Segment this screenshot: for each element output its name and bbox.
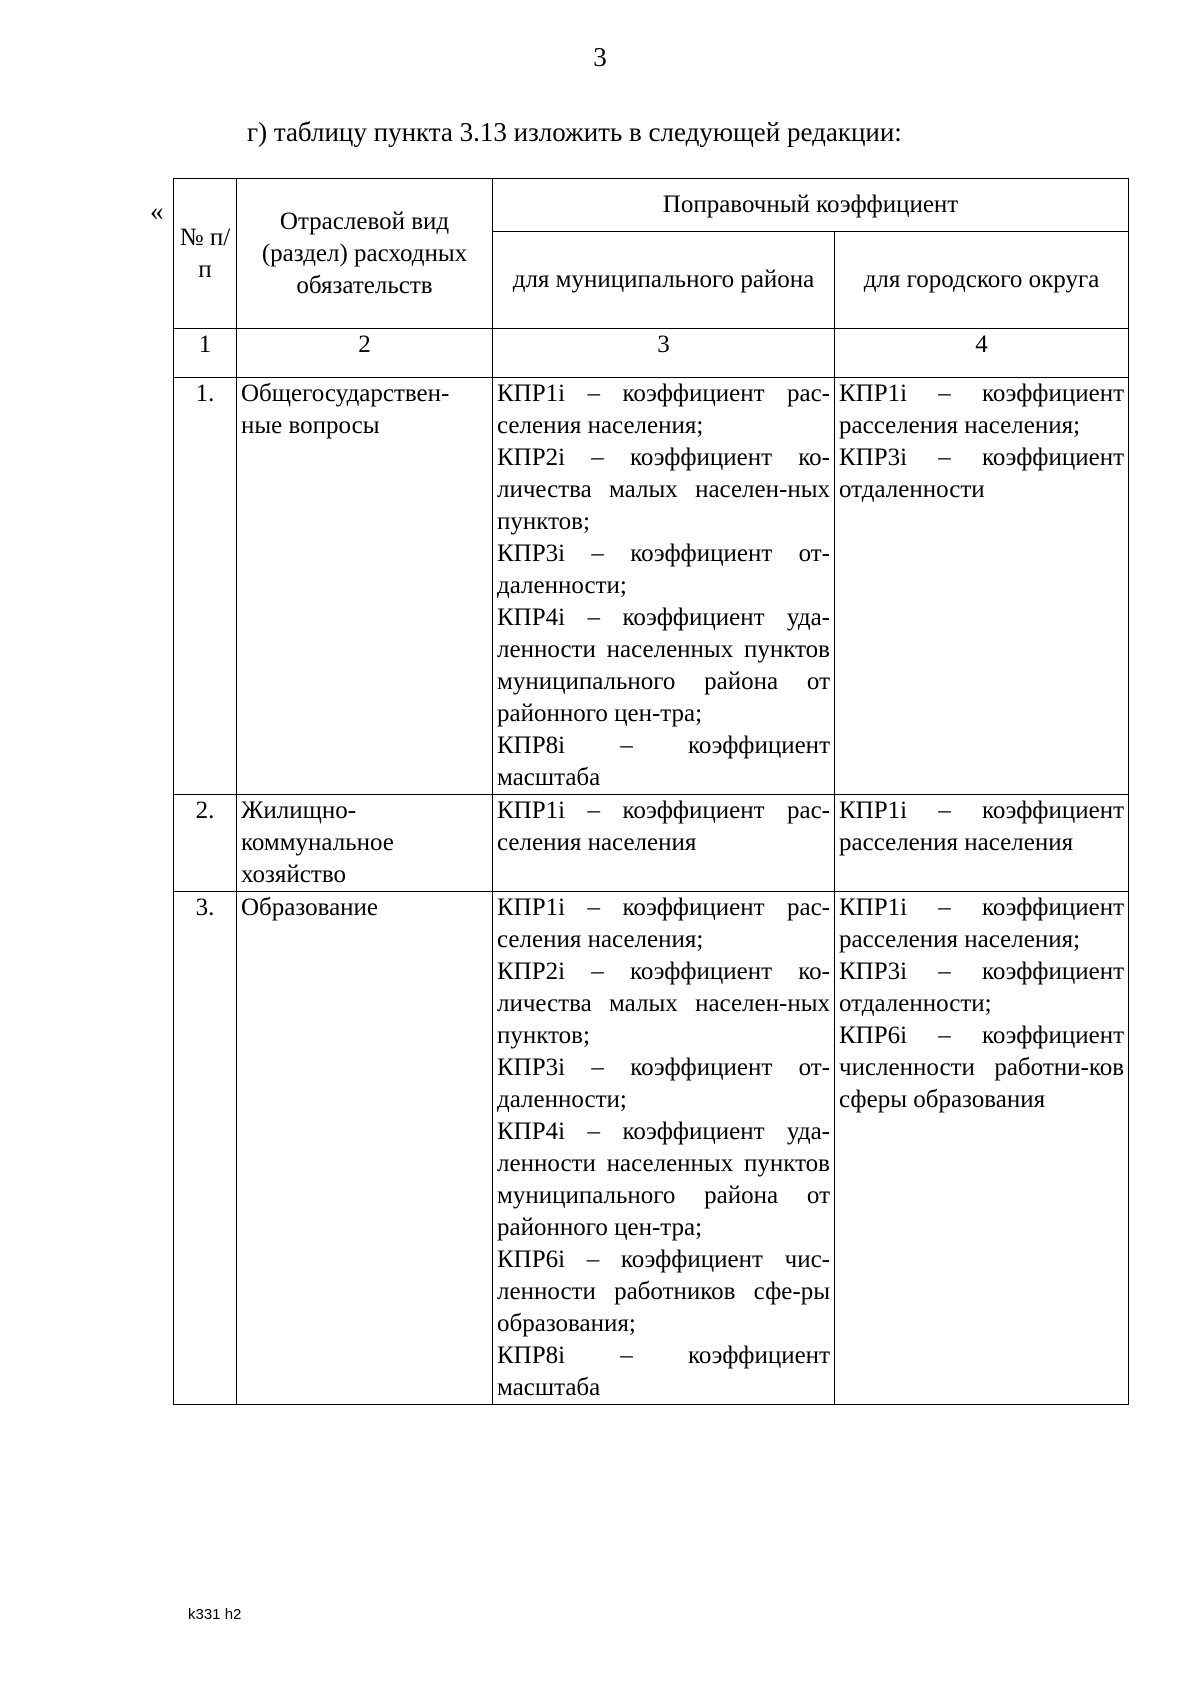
coefficient-item: КПР4i – коэффициент уда-ленности населенных пунктов муниципального района от районного цен-тра; <box>497 1118 830 1241</box>
coefficient-item: КПР6i – коэффициент численности работни-ков сферы образования <box>839 1022 1125 1113</box>
sector-name: Жилищно-коммунальное хозяйство <box>237 795 493 892</box>
column-index: 2 <box>237 329 493 378</box>
footer-code: k331 h2 <box>188 1606 242 1623</box>
coefficient-item: КПР1i – коэффициент расселения населения; <box>839 894 1125 953</box>
header-municipal: для муниципального района <box>493 232 835 329</box>
column-index-row <box>174 329 1129 378</box>
coefficient-item: КПР2i – коэффициент ко-личества малых населен-ных пунктов; <box>497 958 830 1049</box>
intro-text: г) таблицу пункта 3.13 изложить в следующей редакции: <box>247 117 902 147</box>
coefficient-item: КПР8i – коэффициент масштаба <box>497 732 830 791</box>
coefficient-item: КПР1i – коэффициент рас-селения населения; <box>497 380 830 439</box>
opening-quote: « <box>150 196 164 226</box>
coefficient-table <box>173 178 1129 1405</box>
coefficient-item: КПР3i – коэффициент от-даленности; <box>497 1054 830 1113</box>
coefficient-item: КПР1i – коэффициент рас-селения населения; <box>497 894 830 953</box>
municipal-coefficients <box>493 378 835 795</box>
column-index: 1 <box>174 329 237 378</box>
coefficient-item: КПР1i – коэффициент рас-селения населения <box>497 797 830 856</box>
header-coefficient: Поправочный коэффициент <box>493 179 1129 232</box>
coefficient-item: КПР2i – коэффициент ко-личества малых населен-ных пунктов; <box>497 444 830 535</box>
table-row <box>174 378 1129 795</box>
city-coefficients <box>835 892 1129 1405</box>
coefficient-item: КПР1i – коэффициент расселения населения; <box>839 380 1125 439</box>
table-row <box>174 892 1129 1405</box>
coefficient-item: КПР6i – коэффициент чис-ленности работников сфе-ры образования; <box>497 1246 830 1337</box>
municipal-coefficients <box>493 892 835 1405</box>
city-coefficients <box>835 378 1129 795</box>
column-index: 3 <box>493 329 835 378</box>
header-num: № п/п <box>174 179 237 329</box>
sector-name: Общегосударствен-ные вопросы <box>237 378 493 795</box>
coefficient-item: КПР1i – коэффициент расселения населения <box>839 797 1125 856</box>
table-row <box>174 795 1129 892</box>
page-number: 3 <box>593 42 607 72</box>
coefficient-item: КПР3i – коэффициент отдаленности; <box>839 958 1125 1017</box>
header-sector: Отраслевой вид (раздел) расходных обязательств <box>237 179 493 329</box>
row-number: 1. <box>174 378 237 795</box>
coefficient-item: КПР3i – коэффициент от-даленности; <box>497 540 830 599</box>
coefficient-item: КПР3i – коэффициент отдаленности <box>839 444 1125 503</box>
row-number: 3. <box>174 892 237 1405</box>
column-index: 4 <box>835 329 1129 378</box>
coefficient-item: КПР8i – коэффициент масштаба <box>497 1342 830 1401</box>
header-city: для городского округа <box>835 232 1129 329</box>
coefficient-item: КПР4i – коэффициент уда-ленности населенных пунктов муниципального района от районного цен-тра; <box>497 604 830 727</box>
city-coefficients <box>835 795 1129 892</box>
row-number: 2. <box>174 795 237 892</box>
municipal-coefficients <box>493 795 835 892</box>
sector-name: Образование <box>237 892 493 1405</box>
